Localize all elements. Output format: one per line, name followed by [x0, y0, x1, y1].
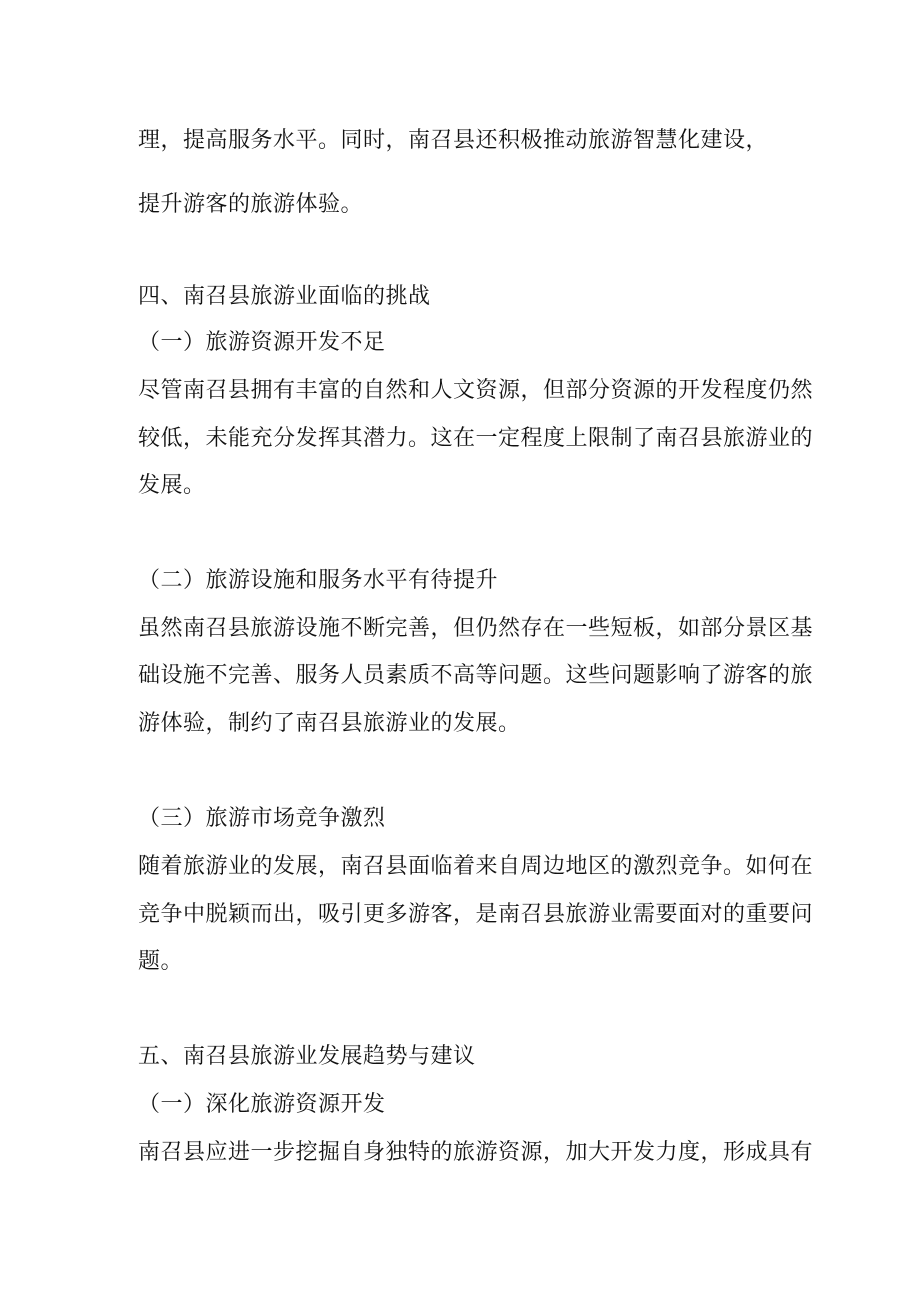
section-5-sub-1-title: （一）深化旅游资源开发: [138, 1092, 386, 1117]
section-4-sub-3-line-2: 竞争中脱颖而出，吸引更多游客，是南召县旅游业需要面对的重要问: [138, 902, 814, 927]
section-4-sub-1-line-1: 尽管南召县拥有丰富的自然和人文资源，但部分资源的开发程度仍然: [138, 378, 814, 403]
section-5-sub-1-line-1: 南召县应进一步挖掘自身独特的旅游资源，加大开发力度，形成具有: [138, 1140, 814, 1165]
section-4-sub-1-line-2: 较低，未能充分发挥其潜力。这在一定程度上限制了南召县旅游业的: [138, 426, 814, 451]
section-4-sub-3-line-3: 题。: [138, 949, 184, 974]
section-4-sub-2-line-2: 础设施不完善、服务人员素质不高等问题。这些问题影响了游客的旅: [138, 663, 814, 688]
section-4-sub-1-title: （一）旅游资源开发不足: [138, 330, 386, 355]
section-4-sub-2-title: （二）旅游设施和服务水平有待提升: [138, 568, 499, 593]
section-4-sub-2-line-3: 游体验，制约了南召县旅游业的发展。: [138, 711, 521, 736]
section-4-heading: 四、南召县旅游业面临的挑战: [138, 284, 431, 309]
section-4-sub-3-title: （三）旅游市场竞争激烈: [138, 806, 386, 831]
intro-line-2: 提升游客的旅游体验。: [138, 192, 364, 217]
section-5-heading: 五、南召县旅游业发展趋势与建议: [138, 1044, 476, 1069]
section-4-sub-1-line-3: 发展。: [138, 473, 206, 498]
section-4-sub-2-line-1: 虽然南召县旅游设施不断完善，但仍然存在一些短板，如部分景区基: [138, 616, 814, 641]
section-4-sub-3-line-1: 随着旅游业的发展，南召县面临着来自周边地区的激烈竞争。如何在: [138, 854, 814, 879]
intro-line-1: 理，提高服务水平。同时，南召县还积极推动旅游智慧化建设，: [138, 128, 769, 153]
